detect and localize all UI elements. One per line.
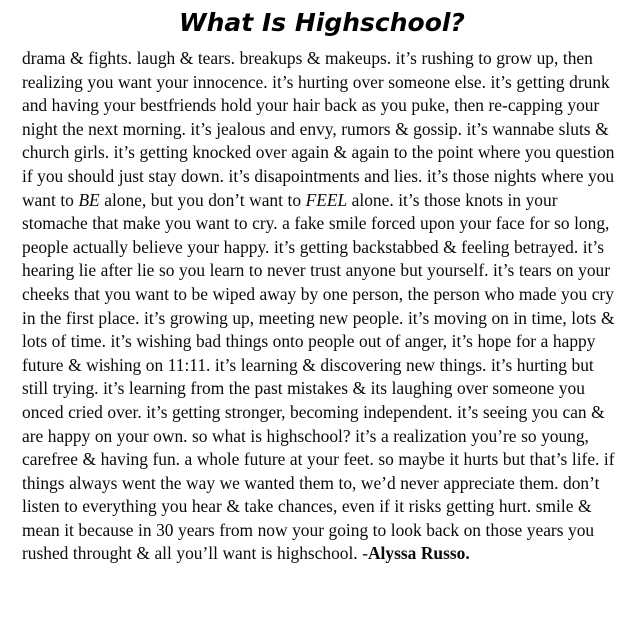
page-title: What Is Highschool? <box>179 8 465 37</box>
author-signature: Alyssa Russo. <box>368 543 470 564</box>
emphasis-word: BE <box>78 189 100 210</box>
document-body: drama & fights. laugh & tears. breakups & makeups. it’s rushing to grow up, then realizing you want your innocence. it’s hurting over someone else. it’s getting drunk and having your bestfriends hold your hair back as you puke, then re-capping your night the next morning. it’s jealous and envy, rumors & gossip. it’s wannabe sluts & church girls. it’s getting knocked over again & again to the point where you question if you should just stay down. it’s disapointments and lies. it’s those nights where you want to BE alone, but you don’t want to FEEL alone. it’s those knots in your stomache that make you want to cry. a fake smile forced upon your face for so long, people actually believe your happy. it’s getting backstabbed & feeling betrayed. it’s hearing lie after lie so you learn to never trust anyone but yourself. it’s tears on your cheeks that you want to be wiped away by one person, the person who made you cry in the first place. it’s growing up, meeting new people. it’s moving on in time, lots & lots of time. it’s wishing bad things onto people out of anger, it’s hope for a happy future & wishing on 11:11. it’s learning & discovering new things. it’s hurting but still trying. it’s learning from the past mistakes & its laughing over someone you onced cried over. it’s getting stronger, becoming independent. it’s seeing you can & are happy on your own. so what is highschool? it’s a realization you’re so young, carefree & having fun. a whole future at your feet. so maybe it hurts but that’s life. if things always went the way we wanted them to, we’d never appreciate them. don’t listen to everything you hear & take chances, even if it risks getting hurt. smile & mean it because in 30 years from now your going to look back on those years you rushed throught & all you’ll want is highschool. -Alyssa Russo. <box>22 48 615 564</box>
emphasis-word: FEEL <box>305 189 348 210</box>
